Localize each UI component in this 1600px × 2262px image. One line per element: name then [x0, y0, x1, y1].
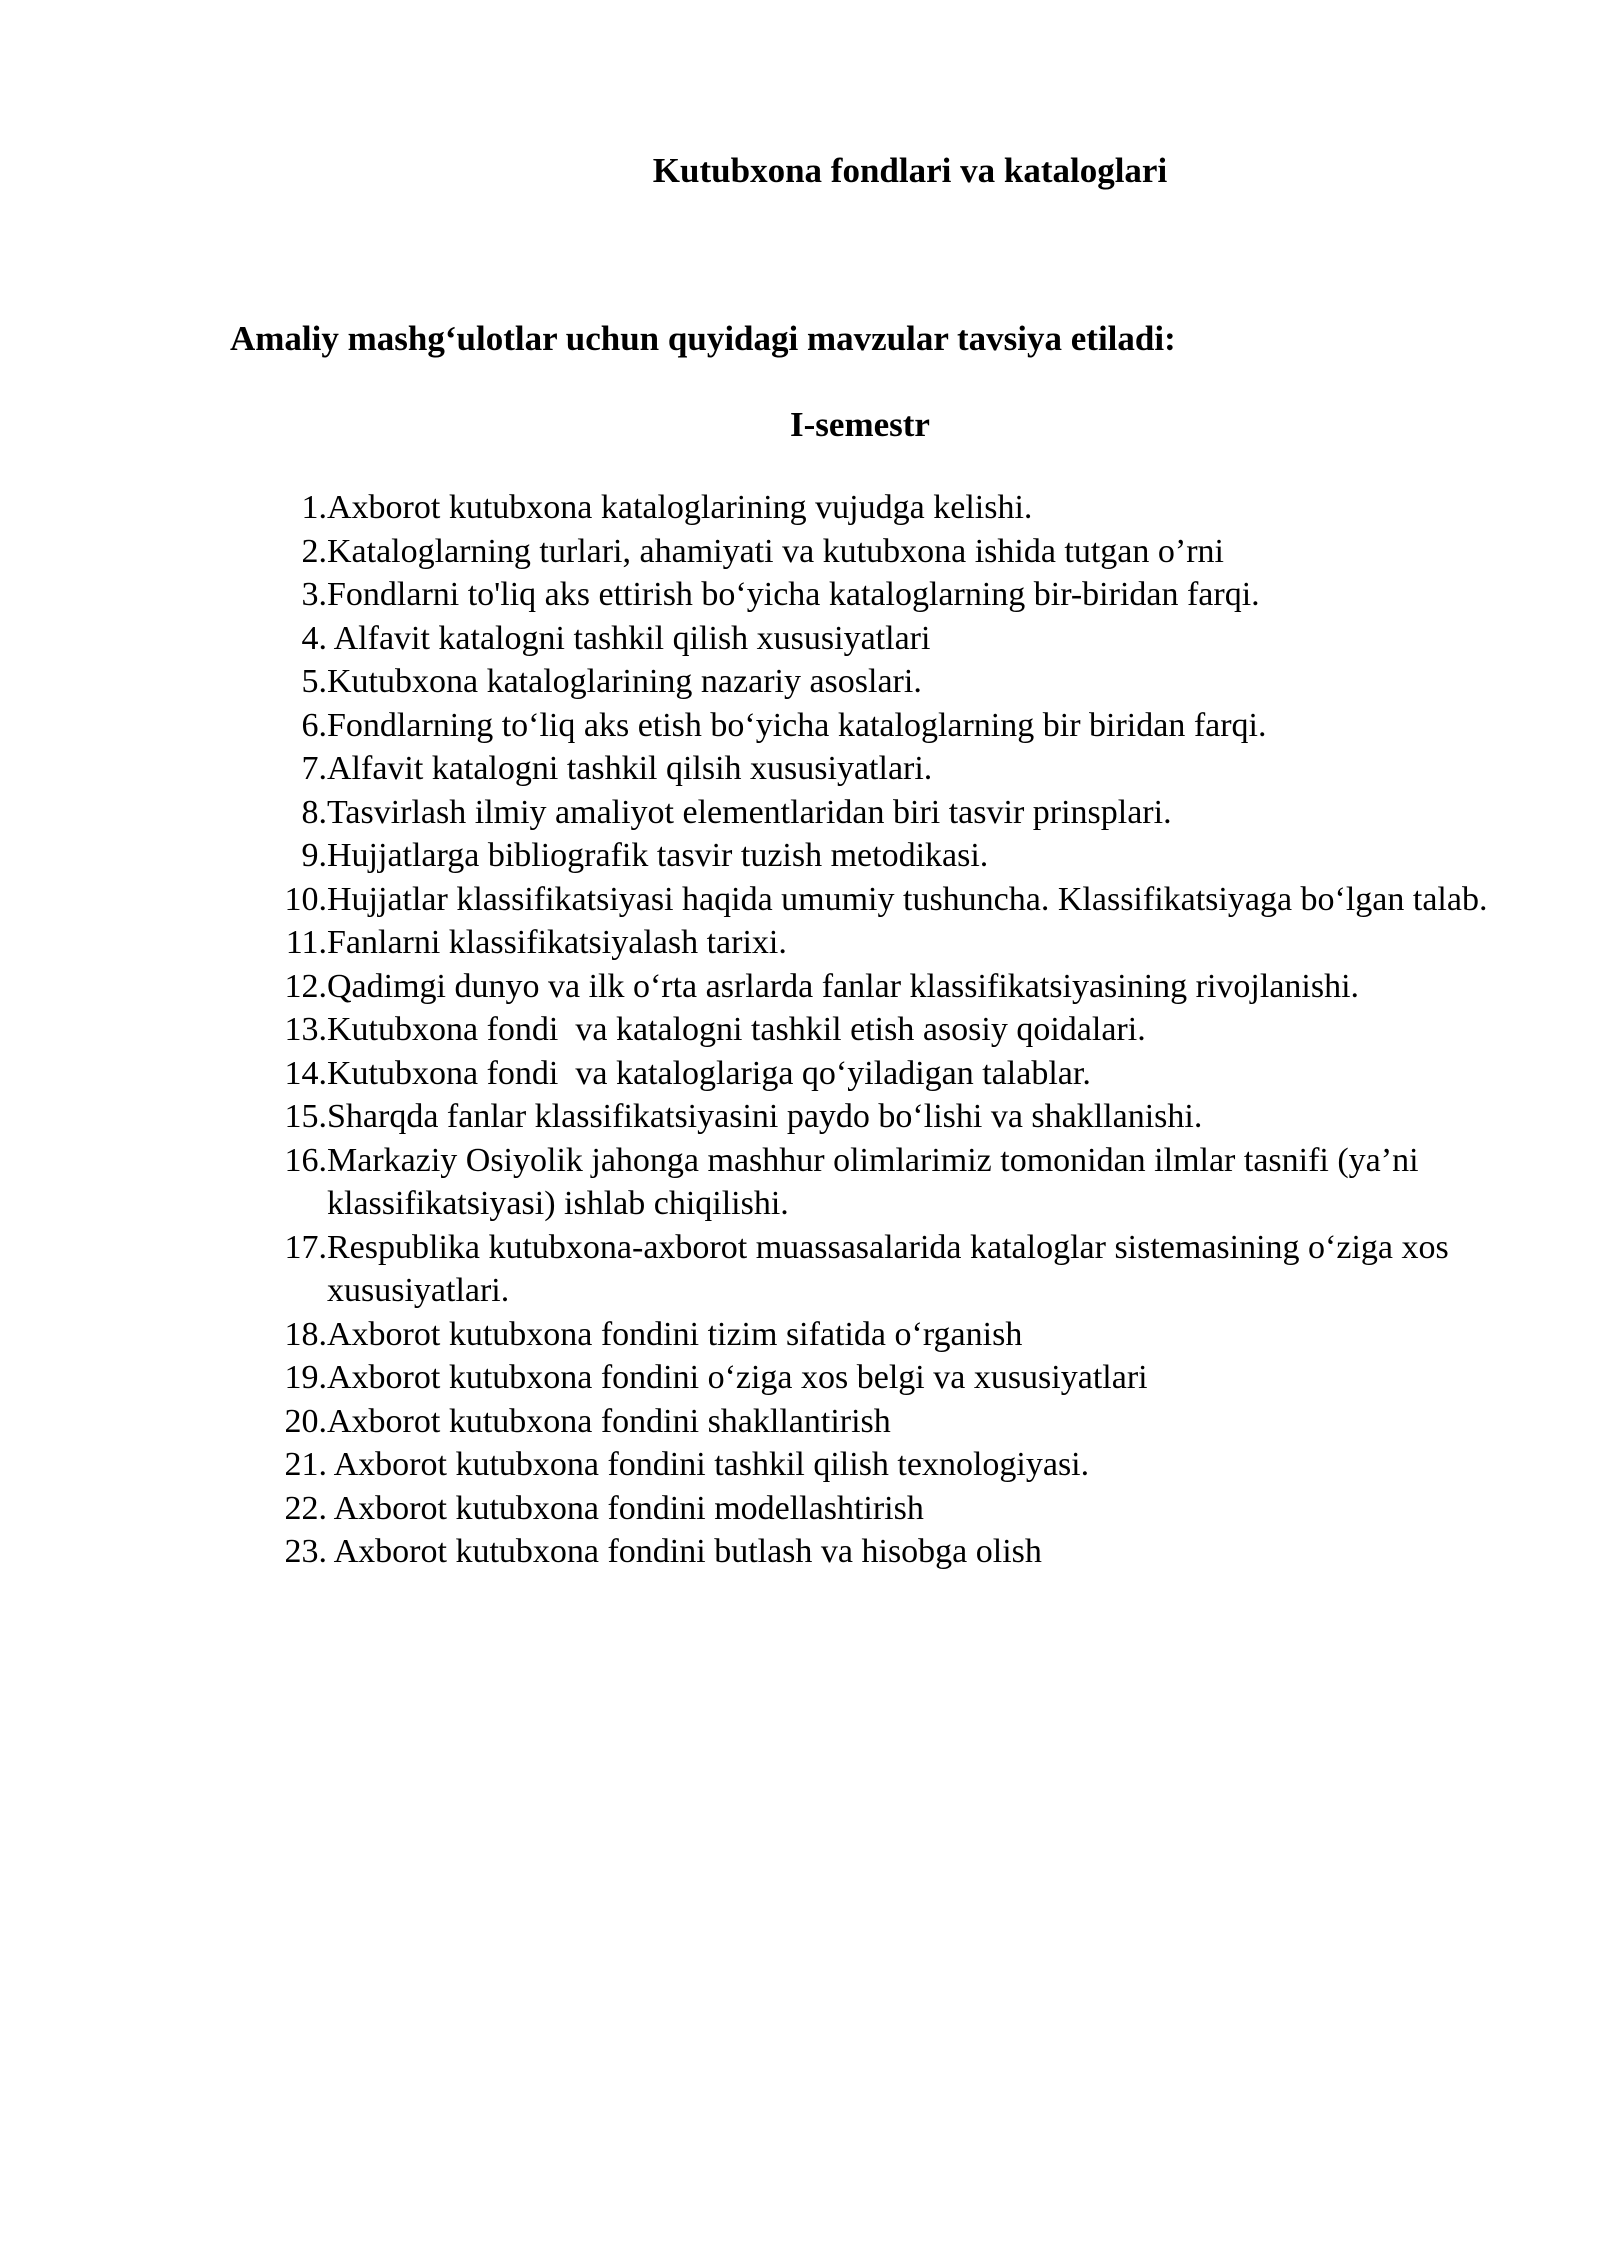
- document-title: Kutubxona fondlari va kataloglari: [652, 151, 1168, 190]
- topic-item: [270, 1052, 1490, 1096]
- topic-number: 21.: [284, 1446, 327, 1483]
- topic-number: 7.: [301, 750, 327, 787]
- topic-item: [270, 1139, 1490, 1226]
- topic-number: 12.: [284, 967, 327, 1005]
- topic-item: [270, 1487, 1490, 1531]
- topic-text: Markaziy Osiyolik jahonga mashhur olimlarimiz tomonidan ilmlar tasnifi (ya’ni klassifikatsiyasi) ishlab chiqilishi.: [327, 1141, 1419, 1222]
- topic-item: [270, 486, 1490, 530]
- topic-number: 18.: [284, 1315, 327, 1353]
- semester-heading: I-semestr: [790, 405, 930, 444]
- topic-number: 1.: [301, 489, 327, 526]
- topic-text: Axborot kutubxona fondini modellashtirish: [327, 1489, 924, 1527]
- topic-item: [270, 1400, 1490, 1444]
- topic-text: Qadimgi dunyo va ilk o‘rta asrlarda fanlar klassifikatsiyasining rivojlanishi.: [327, 967, 1360, 1005]
- topic-item: [270, 1443, 1490, 1487]
- topic-item: [270, 1095, 1490, 1139]
- topic-item: [270, 921, 1490, 965]
- topic-item: [270, 1008, 1490, 1052]
- topic-item: [270, 617, 1490, 661]
- topic-text: Kutubxona fondi va kataloglariga qo‘yiladigan talablar.: [327, 1054, 1091, 1092]
- topic-number: 8.: [301, 793, 327, 831]
- topic-text: Axborot kutubxona fondini shakllantirish: [327, 1402, 891, 1440]
- topic-text: Axborot kutubxona fondini tizim sifatida o‘rganish: [327, 1315, 1023, 1353]
- topic-item: [270, 747, 1490, 791]
- topic-number: 20.: [284, 1402, 327, 1440]
- topic-number: 14.: [284, 1054, 327, 1092]
- topic-number: 2.: [301, 532, 327, 570]
- topic-number: 9.: [301, 837, 327, 874]
- topic-text: Kutubxona fondi va katalogni tashkil etish asosiy qoidalari.: [327, 1011, 1146, 1048]
- topic-text: Kutubxona kataloglarining nazariy asoslari.: [327, 663, 922, 700]
- topic-number: 6.: [301, 706, 327, 744]
- topic-item: [270, 1530, 1490, 1574]
- topic-text: Kataloglarning turlari, ahamiyati va kutubxona ishida tutgan o’rni: [327, 532, 1224, 570]
- topic-number: 13.: [284, 1011, 327, 1048]
- topic-text: Tasvirlash ilmiy amaliyot elementlaridan biri tasvir prinsplari.: [327, 793, 1172, 831]
- topic-item: [270, 530, 1490, 574]
- topic-text: Alfavit katalogni tashkil qilish xususiyatlari: [327, 619, 931, 657]
- topic-number: 5.: [301, 663, 327, 700]
- intro-heading: Amaliy mashg‘ulotlar uchun quyidagi mavzular tavsiya etiladi:: [230, 319, 1176, 358]
- topic-item: [270, 878, 1490, 922]
- topic-text: Sharqda fanlar klassifikatsiyasini paydo bo‘lishi va shakllanishi.: [327, 1098, 1203, 1135]
- topic-number: 4.: [301, 619, 327, 657]
- topic-item: [270, 1356, 1490, 1400]
- topic-text: Alfavit katalogni tashkil qilsih xususiyatlari.: [327, 750, 933, 787]
- topic-item: [270, 573, 1490, 617]
- topic-number: 11.: [285, 924, 327, 961]
- topic-text: Respublika kutubxona-axborot muassasalarida kataloglar sistemasining o‘ziga xos xususiyatlari.: [327, 1228, 1449, 1309]
- topics-list: [270, 486, 1490, 1574]
- topic-text: Fondlarning to‘liq aks etish bo‘yicha kataloglarning bir biridan farqi.: [327, 706, 1267, 744]
- topic-item: [270, 965, 1490, 1009]
- topic-item: [270, 834, 1490, 878]
- topic-text: Fondlarni to'liq aks ettirish bo‘yicha kataloglarning bir-biridan farqi.: [327, 576, 1260, 613]
- topic-text: Hujjatlarga bibliografik tasvir tuzish metodikasi.: [327, 837, 989, 874]
- topic-text: Fanlarni klassifikatsiyalash tarixi.: [327, 924, 787, 961]
- topic-text: Axborot kutubxona fondini butlash va hisobga olish: [327, 1533, 1042, 1570]
- topic-item: [270, 1226, 1490, 1313]
- topic-number: 16.: [284, 1141, 327, 1179]
- topic-item: [270, 660, 1490, 704]
- topic-number: 15.: [284, 1098, 327, 1135]
- topic-number: 17.: [284, 1228, 327, 1266]
- topic-number: 22.: [284, 1489, 327, 1527]
- topic-number: 19.: [284, 1359, 327, 1396]
- topic-number: 23.: [284, 1533, 327, 1570]
- topic-text: Hujjatlar klassifikatsiyasi haqida umumiy tushuncha. Klassifikatsiyaga bo‘lgan talab.: [327, 880, 1488, 918]
- topic-text: Axborot kutubxona fondini o‘ziga xos belgi va xususiyatlari: [327, 1359, 1148, 1396]
- topic-item: [270, 791, 1490, 835]
- topic-number: 10.: [284, 880, 327, 918]
- topic-text: Axborot kutubxona fondini tashkil qilish texnologiyasi.: [327, 1446, 1090, 1483]
- topic-number: 3.: [301, 576, 327, 613]
- topic-text: Axborot kutubxona kataloglarining vujudga kelishi.: [327, 489, 1033, 526]
- topic-item: [270, 1313, 1490, 1357]
- topic-item: [270, 704, 1490, 748]
